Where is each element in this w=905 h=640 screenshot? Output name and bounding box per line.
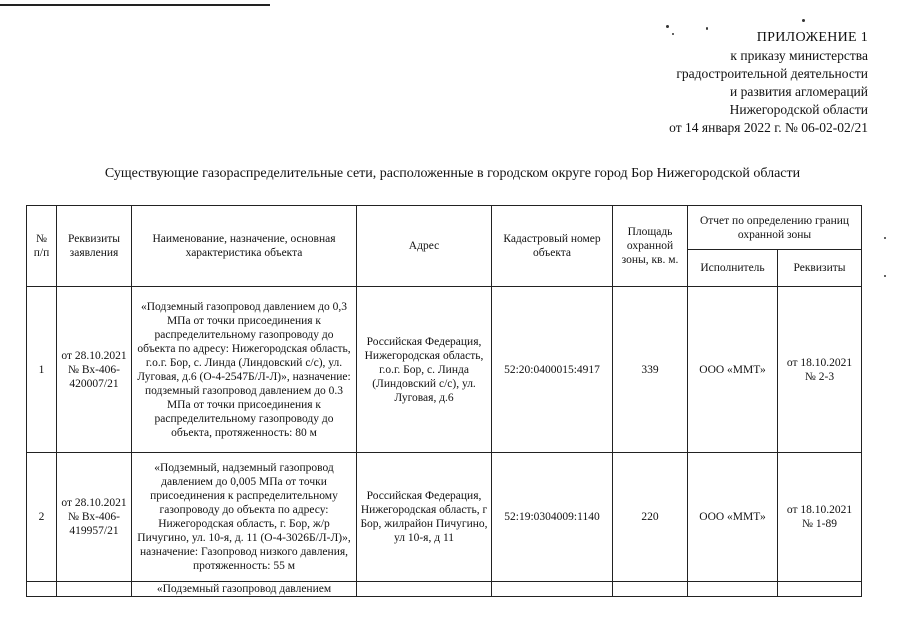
cell-num: 2: [27, 453, 57, 582]
cell-name-partial: [132, 582, 357, 597]
table-row: [27, 582, 862, 597]
document-title: Существующие газораспределительные сети, расположенные в городском округе город Бор Нижегородской области: [104, 166, 801, 181]
cell-requisites: от 28.10.2021 № Вх-406-419957/21: [57, 453, 132, 582]
table-row: [27, 287, 862, 453]
cell-num: [27, 582, 57, 597]
header-report-requisites: Реквизиты: [778, 250, 862, 287]
cell-area: [613, 582, 688, 597]
appendix-line: и развития агломераций: [729, 84, 868, 99]
header-executor: Исполнитель: [688, 250, 778, 287]
cell-requisites: [57, 582, 132, 597]
scan-speck: [884, 237, 886, 239]
cell-cadastral: 52:19:0304009:1140: [492, 453, 613, 582]
appendix-line: от 14 января 2022 г. № 06-02-02/21: [669, 120, 868, 135]
appendix-line: к приказу министерства: [730, 48, 868, 63]
header-address: Адрес: [357, 206, 492, 287]
header-num: № п/п: [27, 206, 57, 287]
cell-name: «Подземный, надземный газопровод давлением до 0,005 МПа от точки присоединения к распределительному газопроводу до объекта по адресу: Нижегородская область, г. Бор, ж/р Пичугино, ул. 10-я, д. 11 (О-4-3026Б/Л-Л)», назначение: Газопровод низкого давления, протяженность: 55 м: [132, 453, 357, 582]
cell-area: 339: [613, 287, 688, 453]
cell-cadastral: [492, 582, 613, 597]
cell-area: 220: [613, 453, 688, 582]
cell-report-requisites: от 18.10.2021 № 2-3: [778, 287, 862, 453]
appendix-title: ПРИЛОЖЕНИЕ 1: [756, 30, 868, 45]
header-area: Площадь охранной зоны, кв. м.: [613, 206, 688, 287]
cell-num: 1: [27, 287, 57, 453]
cell-executor: [688, 582, 778, 597]
appendix-block: [669, 29, 868, 137]
cell-address: Российская Федерация, Нижегородская область, г Бор, жилрайон Пичугино, ул 10-я, д 11: [357, 453, 492, 582]
header-cadastral: Кадастровый номер объекта: [492, 206, 613, 287]
cell-requisites: от 28.10.2021 № Вх-406-420007/21: [57, 287, 132, 453]
cell-report-requisites: [778, 582, 862, 597]
cell-address: [357, 582, 492, 597]
cell-name-text: «Подземный газопровод давлением: [156, 583, 332, 595]
cell-address: Российская Федерация, Нижегородская область, г.о.г. Бор, с. Линда (Линдовский с/с), ул. Луговая, д.6: [357, 287, 492, 453]
header-requisites: Реквизиты заявления: [57, 206, 132, 287]
header-report: Отчет по определению границ охранной зоны: [688, 206, 862, 250]
table-row: [27, 453, 862, 582]
cell-report-requisites: от 18.10.2021 № 1-89: [778, 453, 862, 582]
table-header-row: [27, 206, 862, 250]
header-name: Наименование, назначение, основная характеристика объекта: [132, 206, 357, 287]
appendix-line: градостроительной деятельности: [676, 66, 868, 81]
cell-cadastral: 52:20:0400015:4917: [492, 287, 613, 453]
cell-executor: ООО «ММТ»: [688, 287, 778, 453]
gas-network-table: [26, 205, 862, 597]
top-scan-rule: [0, 4, 270, 6]
appendix-line: Нижегородской области: [729, 102, 868, 117]
cell-executor: ООО «ММТ»: [688, 453, 778, 582]
scan-speck: [802, 19, 805, 22]
scan-speck: [884, 275, 886, 277]
scan-speck: [666, 25, 669, 28]
cell-name: «Подземный газопровод давлением до 0,3 МПа от точки присоединения к распределительному газопроводу до объекта по адресу: Нижегородская область, г.о.г. Бор, с. Линда (Линдовский с/с), ул. Луговая, д.6 (О-4-2547Б/Л-Л)», назначение: подземный газопровод давлением до 0.3 МПа от точки присоединения к распределительному газопроводу до объекта, протяженность: 80 м: [132, 287, 357, 453]
